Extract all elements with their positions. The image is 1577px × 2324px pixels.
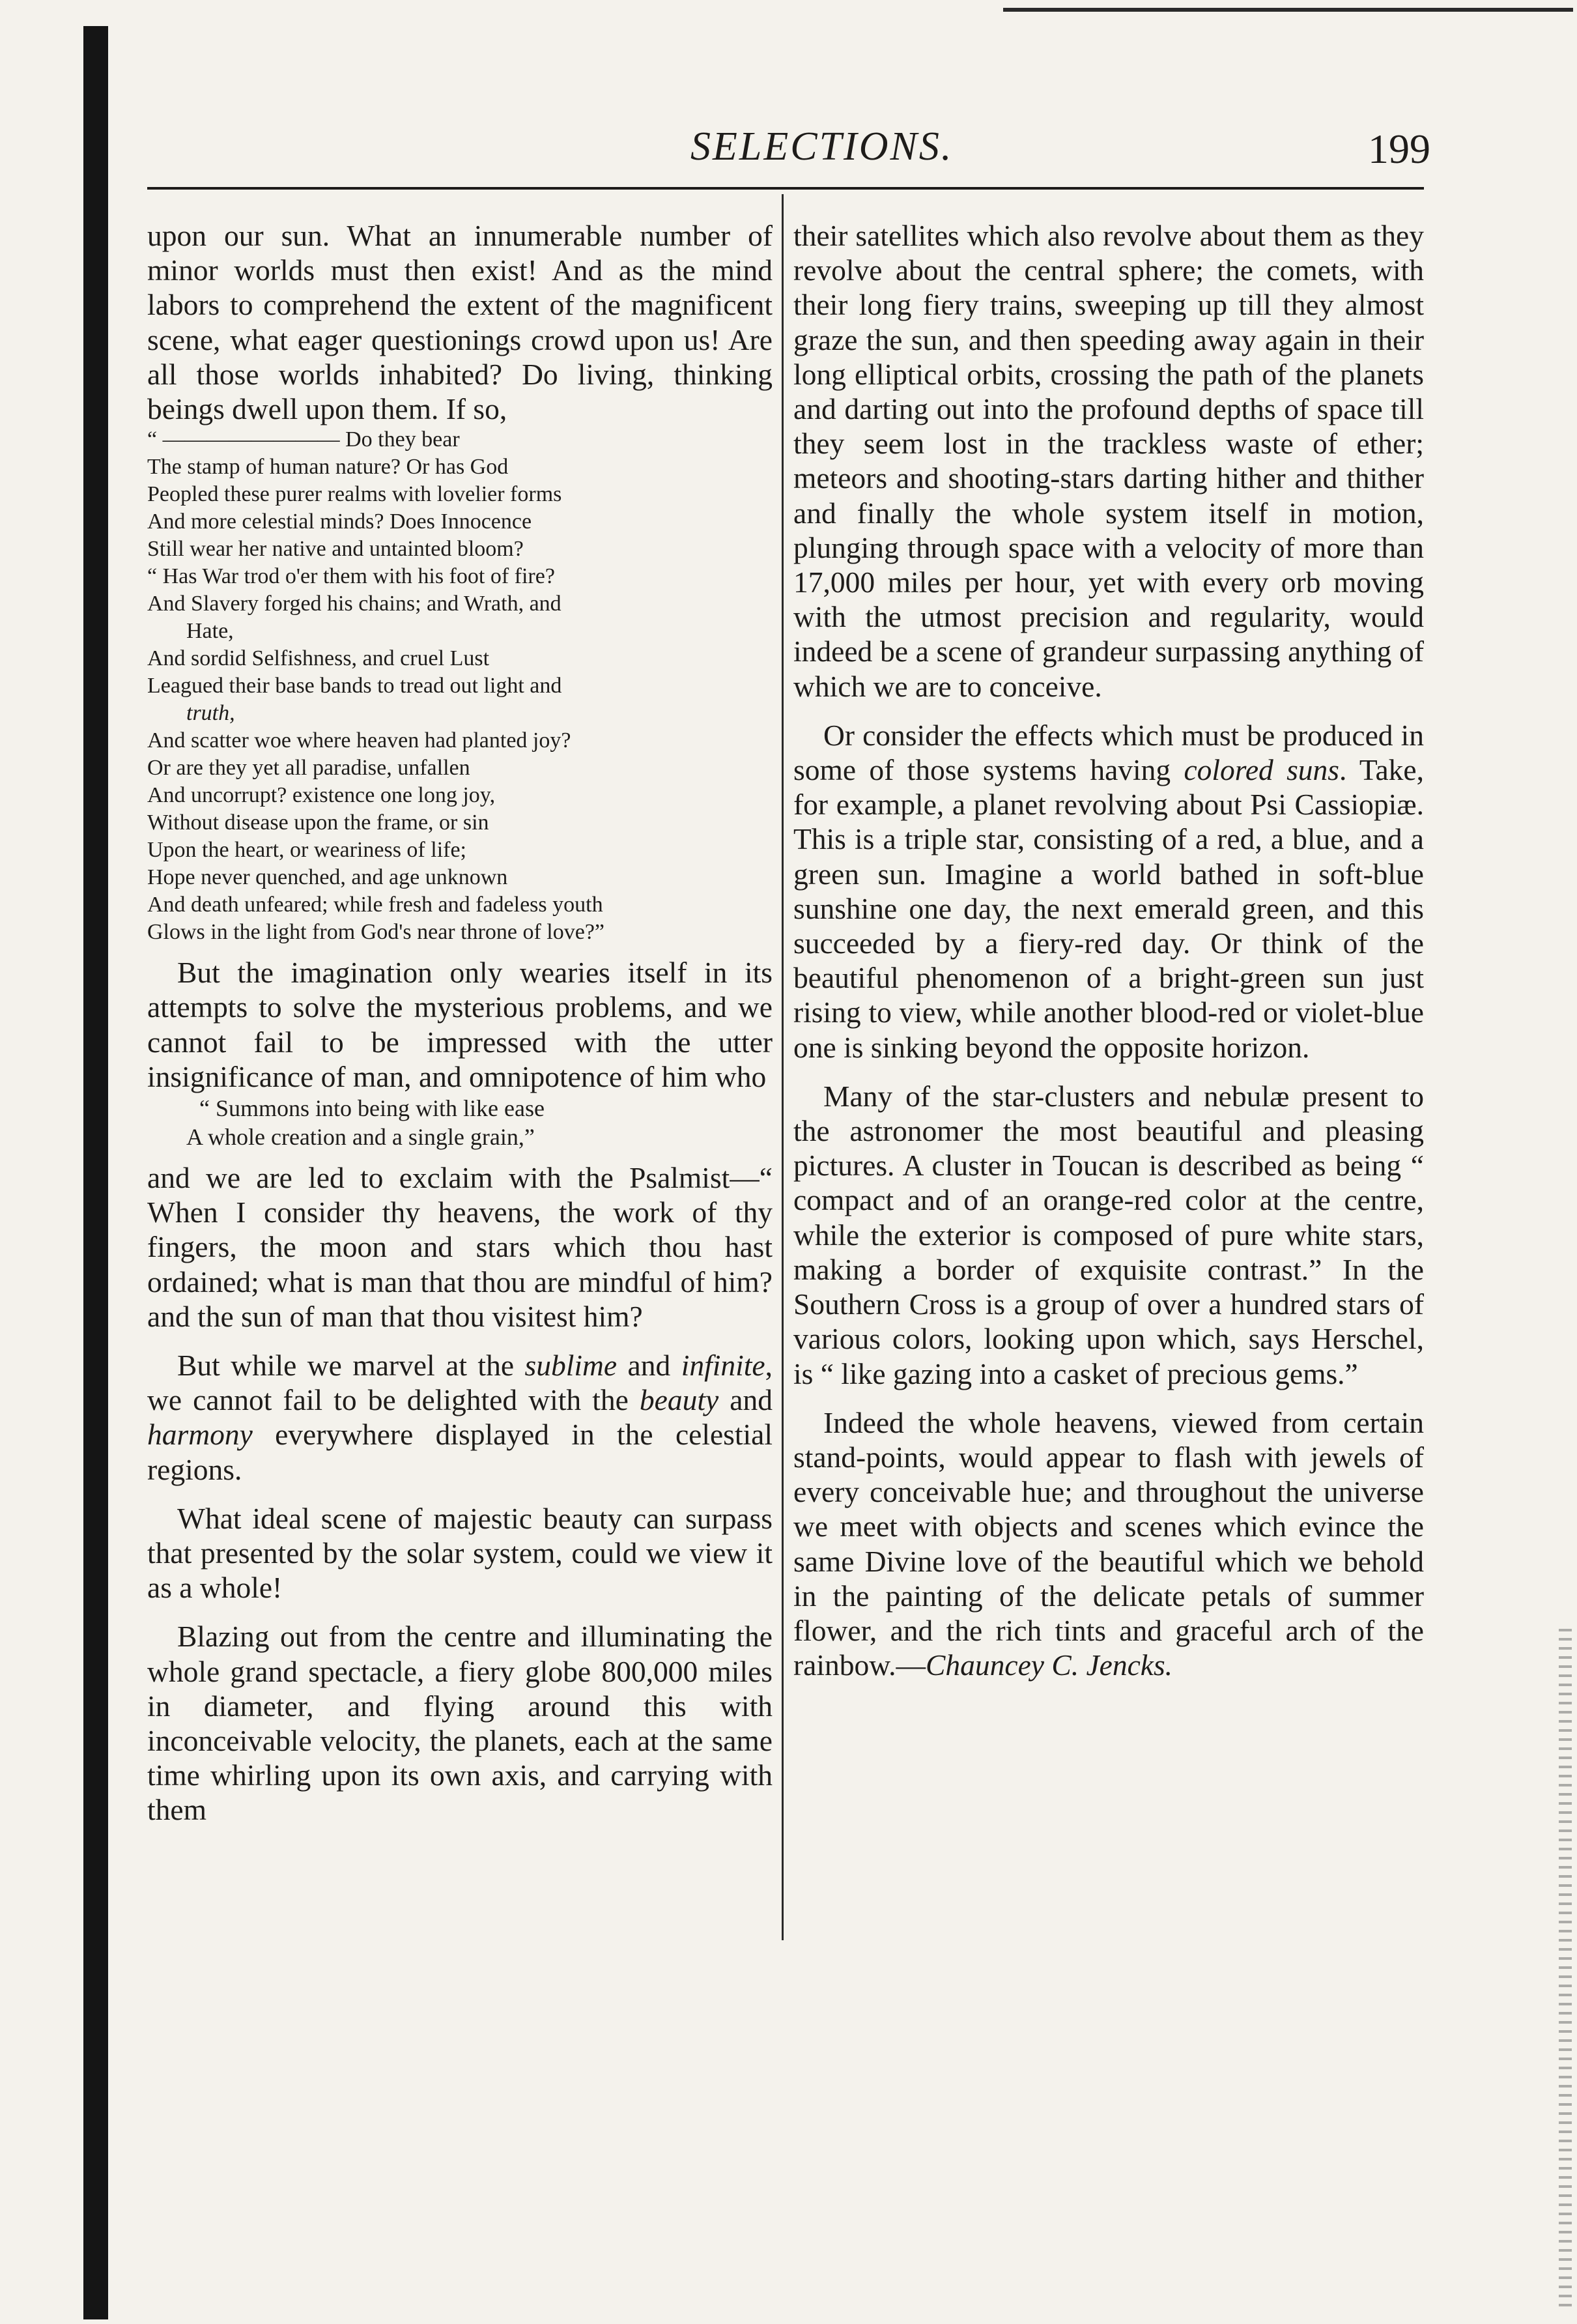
italic-run: beauty [639, 1383, 719, 1417]
paragraph [793, 718, 1424, 1065]
binding-shadow [83, 26, 108, 2319]
text-run: everywhere displayed in the celestial regions. [147, 1418, 773, 1486]
paragraph: Many of the star-clusters and nebulæ present to the astronomer the most beautiful and pleasing pictures. A cluster in Toucan is described as being “ compact and of an orange-red color at the centre, while the exterior is composed of pure white stars, making a border of exquisite contrast.” In the Southern Cross is a group of over a hundred stars of various colors, looking upon which, says Herschel, is “ like gazing into a casket of precious gems.” [793, 1079, 1424, 1390]
top-edge-rule [1003, 8, 1573, 12]
verse-line: “ ———————— Do they bear [147, 427, 460, 452]
verse-line: “ Has War trod o'er them with his foot of fire? [147, 564, 555, 589]
paragraph [793, 1405, 1424, 1683]
text-run: and [617, 1349, 681, 1383]
text-run: . Take, for example, a planet revolving about Psi Cassiopiæ. This is a triple star, consisting of a red, a blue, and a green sun. Imagine a world bathed in soft-blue sunshine one day, the next emerald green, and this succeeded by a fiery-red day. Or think of the beautiful phenomenon of a bright-green sun just rising to view, while another blood-red or violet-blue one is sinking beyond the opposite horizon. [793, 753, 1424, 1064]
text-run: Indeed the whole heavens, viewed from certain stand-points, would appear to flash with jewels of every conceivable hue; and throughout the universe we meet with objects and scenes which evince the same Divine love of the beautiful which we behold in the painting of the delicate petals of summer flower, and the rich tints and graceful arch of the rainbow.— [793, 1405, 1424, 1682]
right-column [793, 218, 1424, 1682]
text-run: and [718, 1383, 773, 1417]
page-number: 199 [1368, 126, 1430, 172]
header-rule [147, 187, 1424, 190]
italic-run: sublime [524, 1349, 618, 1383]
quote-block [147, 1094, 773, 1151]
verse-italic: truth, [186, 701, 235, 726]
quote-line: A whole creation and a single grain,” [186, 1124, 535, 1151]
verse-block [147, 426, 773, 563]
running-head: SELECTIONS. [690, 124, 954, 169]
paragraph: But the imagination only wearies itself in its attempts to solve the mysterious problems, and we cannot fail to be impressed with the utter insignificance of man, and omnipotence of him who [147, 956, 773, 1093]
verse-line: And scatter woe where heaven had planted joy? [147, 728, 571, 753]
text-run: Or consider the effects which must be produced in some of those systems having [793, 718, 1424, 787]
verse-line: Hope never quenched, and age unknown [147, 865, 508, 890]
italic-run: colored suns [1184, 753, 1339, 787]
text-run: , we cannot fail to be delighted with the [147, 1349, 773, 1417]
author-signature: Chauncey C. Jencks. [926, 1648, 1173, 1682]
paragraph: their satellites which also revolve about them as they revolve about the central sphere; the comets, with their long fiery trains, sweeping up till they almost graze the sun, and then speeding away again in their long elliptical orbits, crossing the path of the planets and darting out into the profound depths of space till they seem lost in the trackless waste of ether; meteors and shooting-stars darting hither and thither and finally the whole system itself in motion, plunging through space with a velocity of more than 17,000 miles per hour, yet with every orb moving with the utmost precision and regularity, would indeed be a scene of grandeur surpassing anything of which we are to conceive. [793, 219, 1424, 703]
verse-line: And more celestial minds? Does Innocence [147, 509, 532, 534]
verse-line: Or are they yet all paradise, unfallen [147, 756, 470, 781]
verse-line: Leagued their base bands to tread out light and [147, 674, 562, 698]
verse-line: And sordid Selfishness, and cruel Lust [147, 646, 490, 671]
paragraph: and we are led to exclaim with the Psalmist—“ When I consider thy heavens, the work of thy fingers, the moon and stars which thou hast ordained; what is man that thou are mindful of him? and the sun of man that thou visitest him? [147, 1161, 773, 1333]
verse-line: Peopled these purer realms with lovelier forms [147, 482, 562, 507]
paragraph: Blazing out from the centre and illuminating the whole grand spectacle, a fiery globe 800,000 miles in diameter, and flying around this with inconceivable velocity, the planets, each at the same time whirling upon its own axis, and carrying with them [147, 1620, 773, 1827]
quote-line: “ Summons into being with like ease [199, 1095, 545, 1122]
verse-line: And Slavery forged his chains; and Wrath, and [147, 592, 561, 616]
paragraph: What ideal scene of majestic beauty can surpass that presented by the solar system, could we view it as a whole! [147, 1501, 773, 1605]
verse-line: Without disease upon the frame, or sin [147, 811, 489, 835]
verse-line: The stamp of human nature? Or has God [147, 455, 509, 480]
verse-line: And death unfeared; while fresh and fadeless youth [147, 893, 603, 917]
verse-line: Upon the heart, or weariness of life; [147, 838, 466, 863]
verse-block [147, 563, 773, 946]
scan-edge-noise [1559, 1629, 1572, 2313]
left-column [147, 218, 773, 1828]
paragraph: upon our sun. What an innumerable number of minor worlds must then exist! And as the mind labors to comprehend the extent of the magnificent scene, what eager questionings crowd upon us! Are all those worlds inhabited? Do living, thinking beings dwell upon them. If so, [147, 219, 773, 426]
verse-line: And uncorrupt? existence one long joy, [147, 783, 496, 808]
verse-line [147, 700, 773, 727]
verse-line: Hate, [186, 619, 234, 644]
verse-line: Glows in the light from God's near throne of love?” [147, 920, 605, 945]
text-run: But while we marvel at the [177, 1349, 525, 1383]
italic-run: infinite [681, 1349, 765, 1383]
italic-run: harmony [147, 1418, 253, 1452]
paragraph [147, 1348, 773, 1487]
verse-line: Still wear her native and untainted bloom? [147, 537, 524, 562]
column-divider [782, 194, 784, 1940]
